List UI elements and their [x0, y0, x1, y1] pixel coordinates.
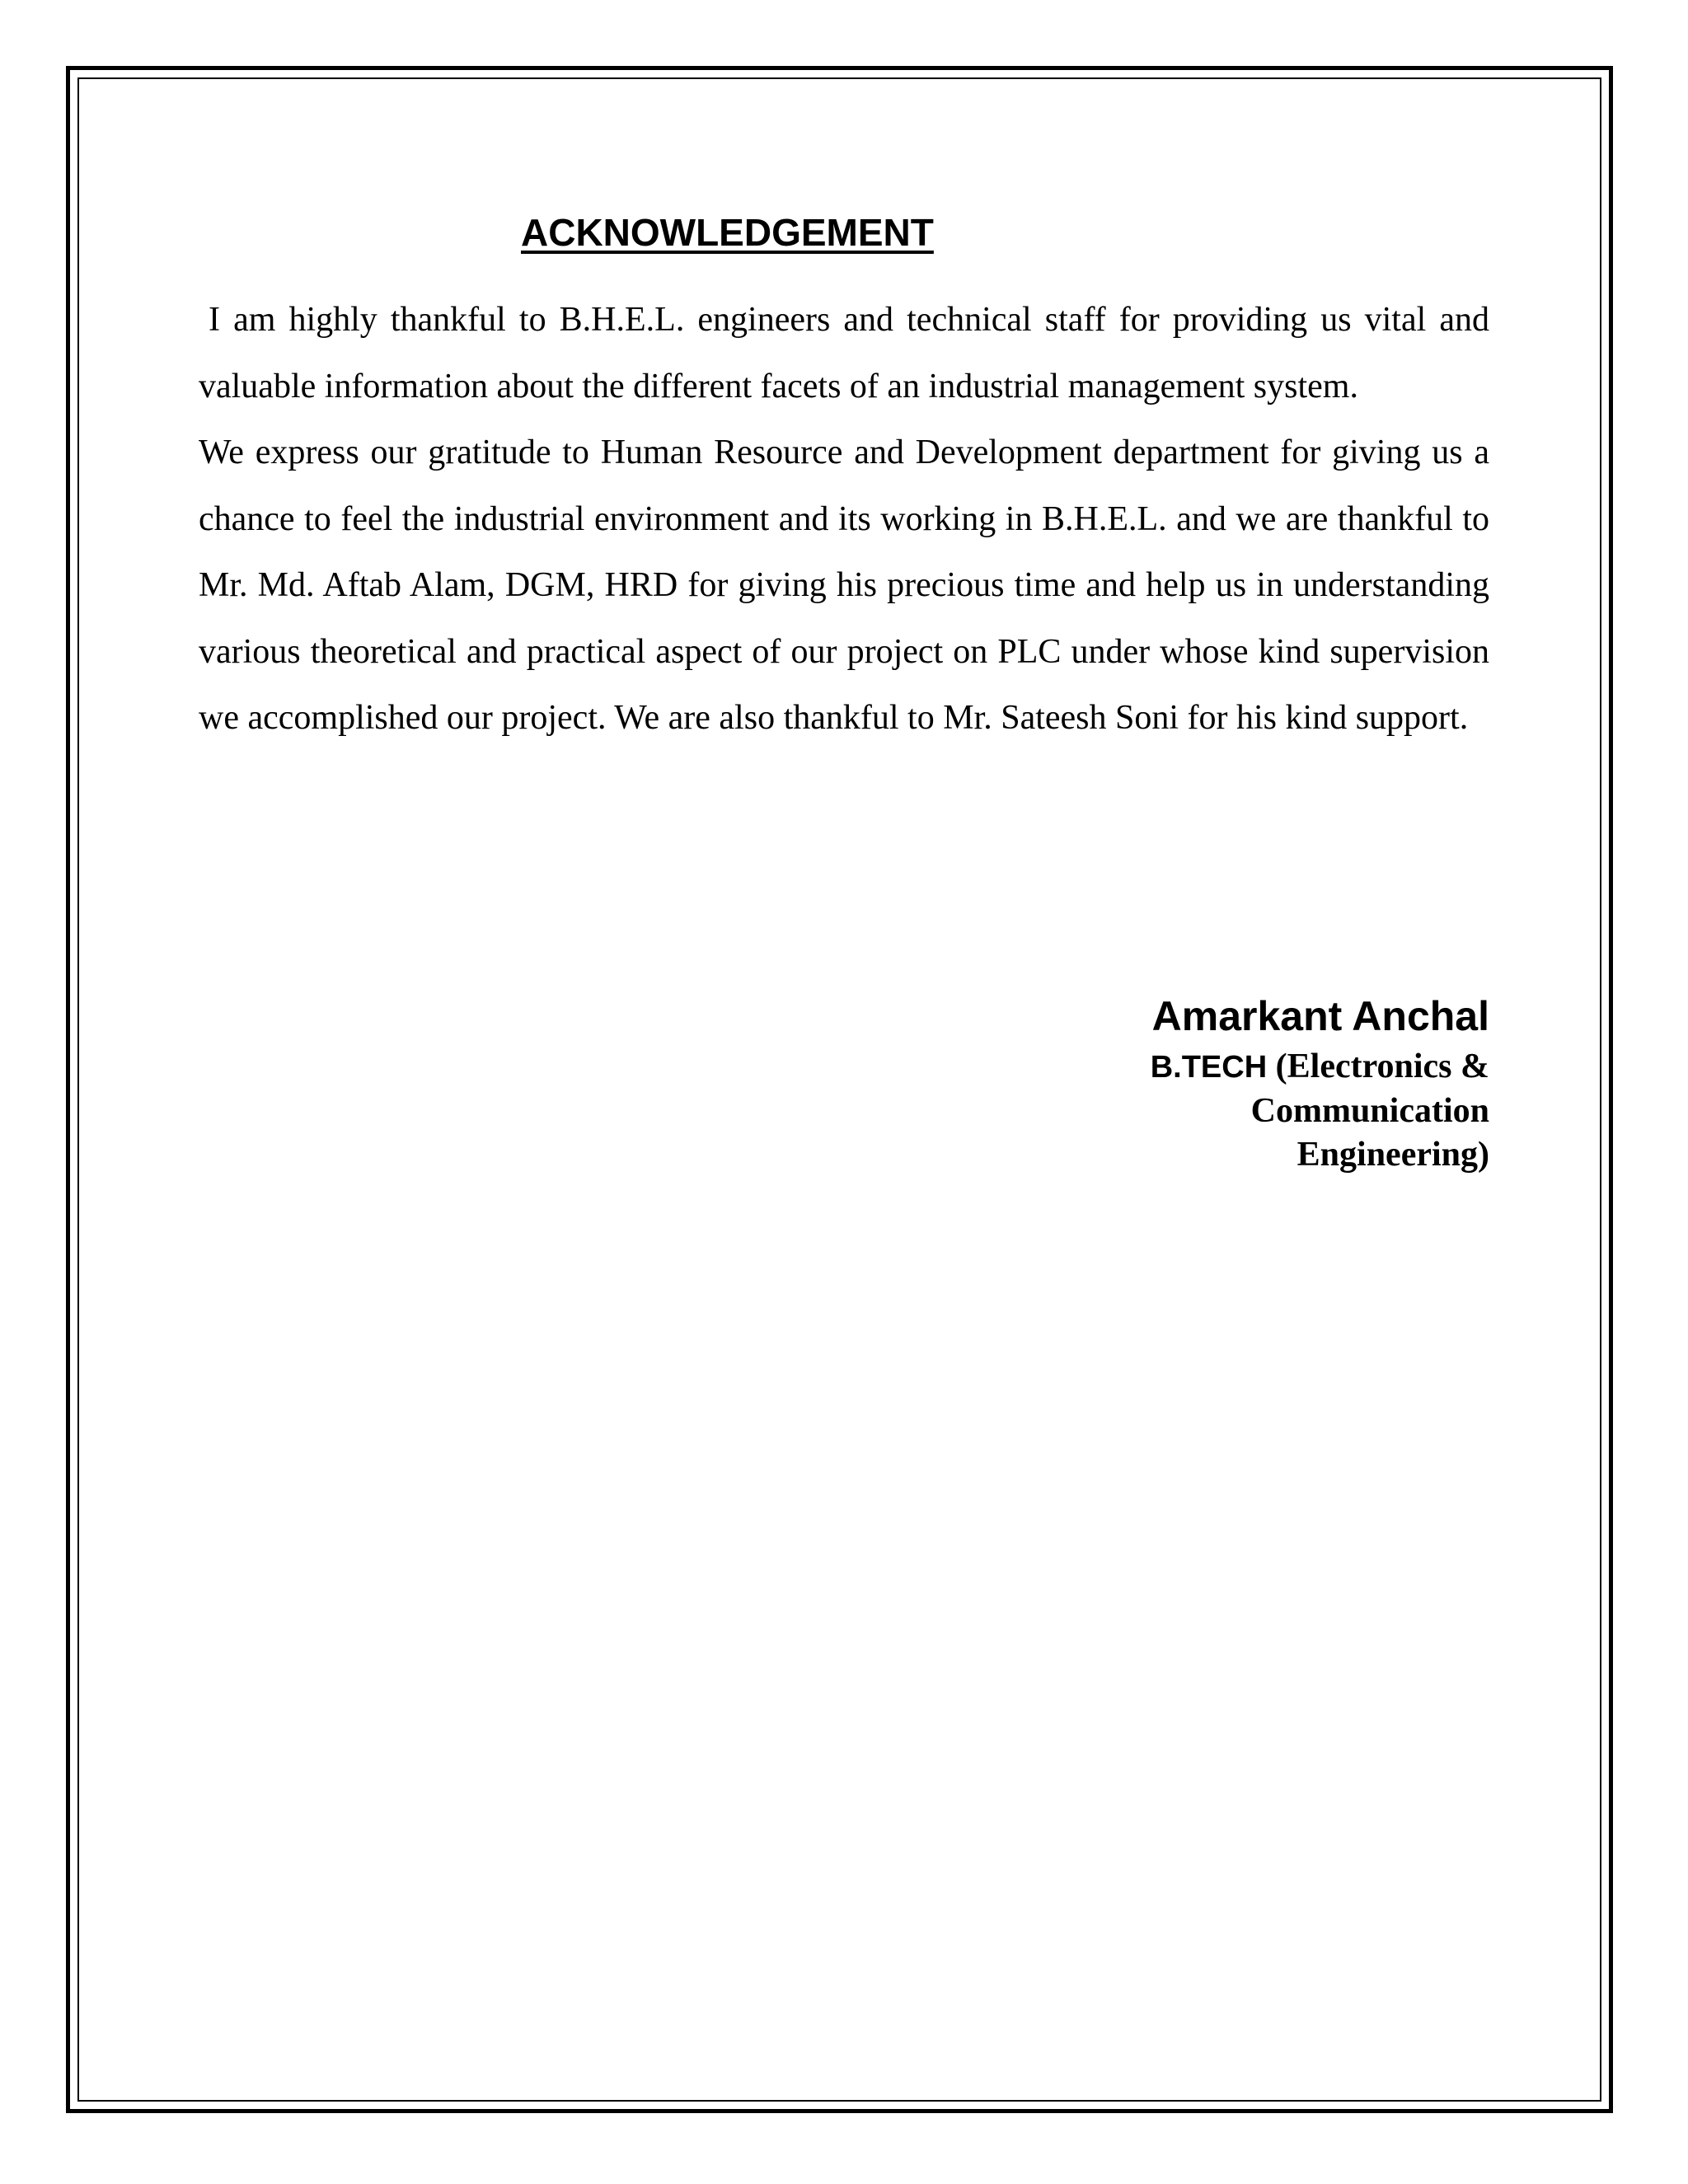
author-branch-line2: Communication [1250, 1092, 1489, 1130]
author-branch-line1: (Electronics & [1267, 1047, 1489, 1085]
signature-block [1151, 987, 1489, 1177]
author-degree: B.TECH [1150, 1050, 1268, 1085]
paragraph-thanks-engineers: I am highly thankful to B.H.E.L. engineers and technical staff for providing us vital and valuable information about the different facets of an industrial management system. [199, 301, 1489, 405]
author-degree-line [1151, 1045, 1489, 1090]
acknowledgement-body [199, 287, 1489, 752]
author-branch-line3: Engineering) [1296, 1136, 1489, 1174]
author-name: Amarkant Anchal [1151, 993, 1489, 1039]
paragraph-gratitude-hrd: We express our gratitude to Human Resource and Development department for giving us a chance to feel the industrial environment and its working in B.H.E.L. and we are thankful to Mr. Md. Aftab Alam, DGM, HRD for giving his precious time and help us in understanding various theoretical and practical aspect of our project on PLC under whose kind supervision we accomplished our project. We are also thankful to Mr. Sateesh Soni for his kind support. [199, 434, 1489, 737]
page-title: ACKNOWLEDGEMENT [521, 211, 934, 254]
